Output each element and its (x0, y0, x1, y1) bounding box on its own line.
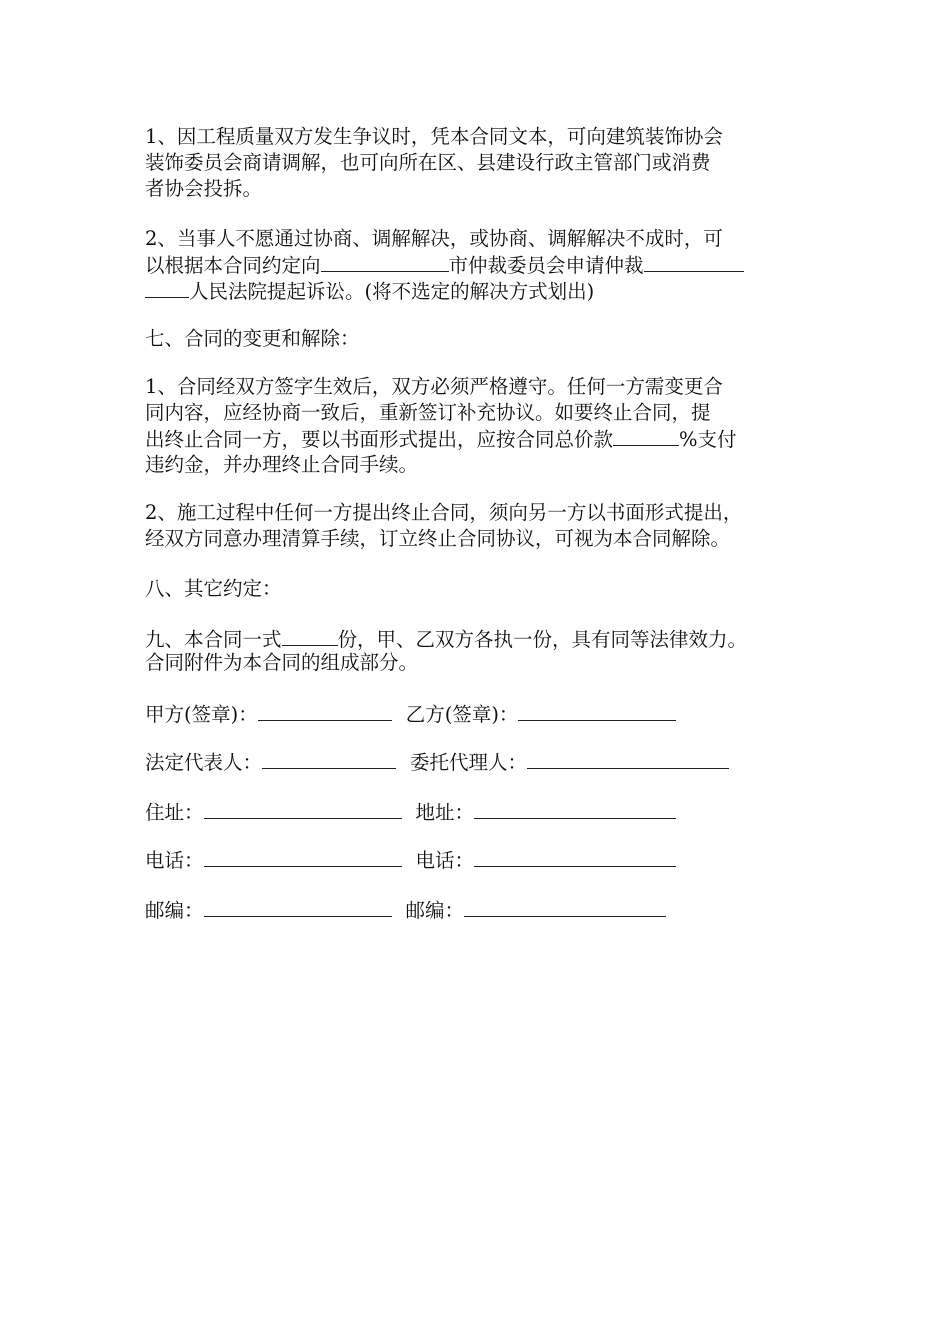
change-item2-line1: 2、施工过程中任何一方提出终止合同，须向另一方以书面形式提出， (145, 501, 743, 524)
party-a-seal-blank[interactable] (258, 700, 392, 721)
signature-row-address (145, 798, 676, 826)
section9-line1 (145, 626, 747, 653)
penalty-percent-blank[interactable] (613, 426, 679, 446)
dispute-item2-line1: 2、当事人不愿通过协商、调解解决，或协商、调解解决不成时，可 (145, 227, 723, 250)
section9-line1-a: 九、本合同一式 (145, 628, 282, 651)
arbitration-city-blank[interactable] (321, 252, 449, 272)
legal-rep-label: 法定代表人： (145, 751, 263, 774)
dispute-item1-line3: 者协会投拆。 (145, 177, 263, 200)
postcode-a-blank[interactable] (204, 896, 392, 917)
residence-blank[interactable] (204, 798, 402, 819)
section8-heading: 八、其它约定： (145, 577, 282, 600)
change-item1-line3-a: 出终止合同一方，要以书面形式提出，应按合同总价款 (145, 428, 614, 451)
phone-a-label: 电话： (145, 849, 204, 872)
dispute-item1-line2: 装饰委员会商请调解，也可向所在区、县建设行政主管部门或消费 (145, 151, 711, 174)
party-b-seal-blank[interactable] (518, 700, 676, 721)
postcode-b-blank[interactable] (464, 896, 666, 917)
postcode-b-label: 邮编： (405, 899, 465, 922)
address-blank[interactable] (474, 798, 676, 819)
dispute-item2-line2-b: 市仲裁委员会申请仲裁 (448, 254, 644, 277)
dispute-item2-line2-a: 以根据本合同约定向 (145, 254, 321, 277)
address-label: 地址： (415, 801, 475, 824)
agent-label: 委托代理人： (410, 751, 528, 774)
signature-row-rep (145, 748, 729, 776)
phone-b-blank[interactable] (474, 846, 676, 867)
section9-line1-b: 份，甲、乙双方各执一份，具有同等法律效力。 (337, 628, 748, 651)
signature-row-postcode (145, 896, 666, 924)
dispute-item2-line3-text: 人民法院提起诉讼。(将不选定的解决方式划出) (189, 280, 595, 303)
dispute-item1-line1: 1、因工程质量双方发生争议时，凭本合同文本，可向建筑装饰协会 (145, 125, 723, 148)
agent-blank[interactable] (527, 748, 729, 769)
signature-row-phone (145, 846, 676, 874)
phone-a-blank[interactable] (204, 846, 402, 867)
legal-rep-blank[interactable] (262, 748, 396, 769)
copies-blank[interactable] (282, 626, 338, 646)
section7-heading: 七、合同的变更和解除： (145, 327, 360, 350)
dispute-item2-line3 (145, 278, 594, 305)
residence-label: 住址： (145, 801, 204, 824)
change-item1-line4: 违约金，并办理终止合同手续。 (145, 453, 419, 476)
arbitration-blank[interactable] (644, 252, 744, 272)
party-a-seal-label: 甲方(签章)： (145, 703, 258, 726)
party-b-seal-label: 乙方(签章)： (405, 703, 519, 726)
section9-line2: 合同附件为本合同的组成部分。 (145, 651, 419, 674)
postcode-a-label: 邮编： (145, 899, 204, 922)
change-item1-line3 (145, 426, 737, 453)
change-item1-line2: 同内容，应经协商一致后，重新签订补充协议。如要终止合同，提 (145, 401, 711, 424)
change-item1-line3-b: %支付 (679, 428, 737, 451)
phone-b-label: 电话： (415, 849, 475, 872)
signature-row-seal (145, 700, 676, 728)
court-blank[interactable] (145, 278, 189, 298)
change-item2-line2: 经双方同意办理清算手续，订立终止合同协议，可视为本合同解除。 (145, 527, 731, 550)
change-item1-line1: 1、合同经双方签字生效后，双方必须严格遵守。任何一方需变更合 (145, 375, 723, 398)
dispute-item2-line2 (145, 252, 744, 279)
